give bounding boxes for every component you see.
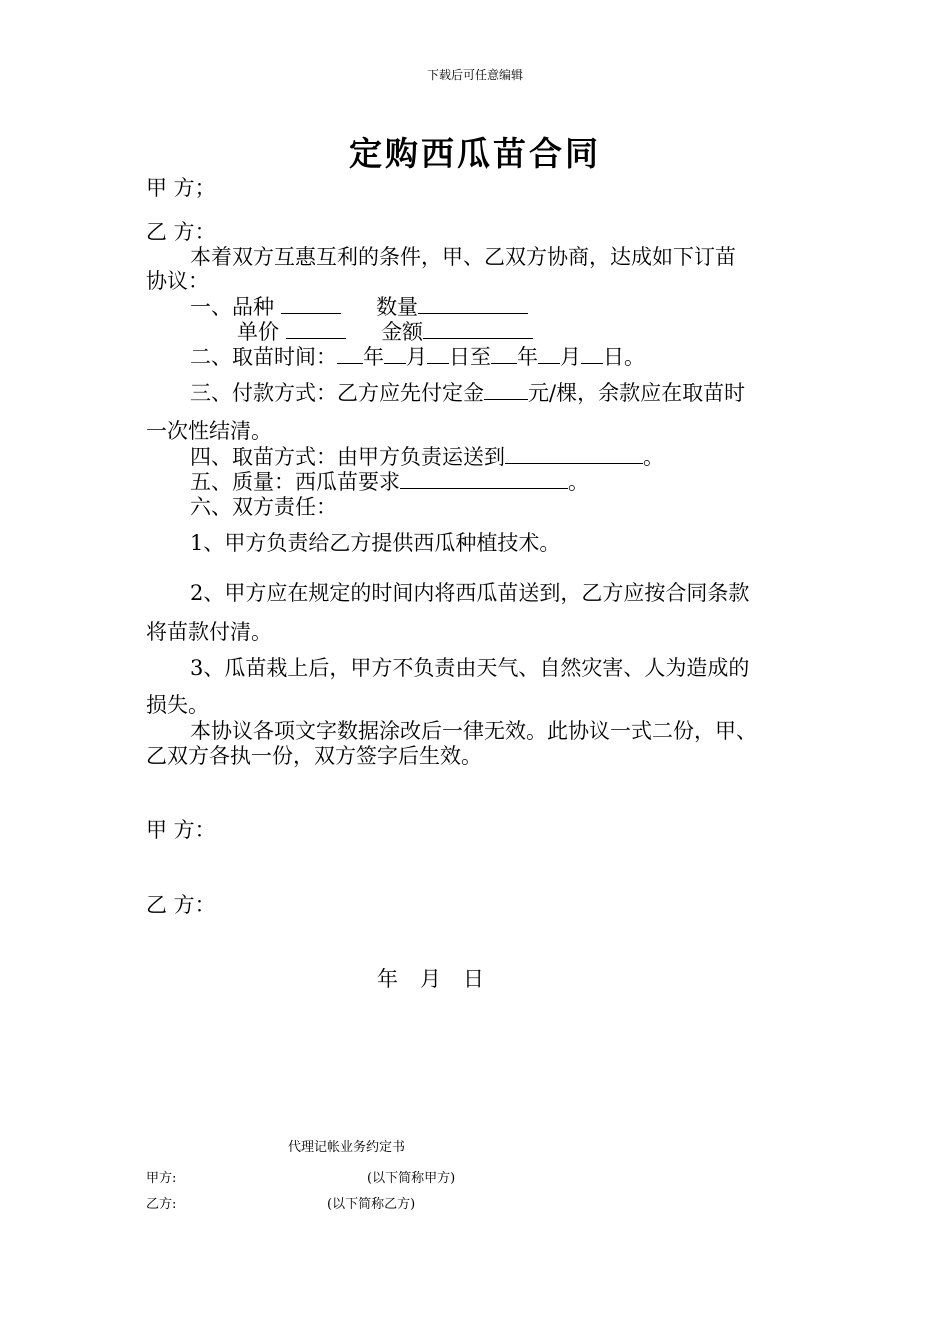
- month-blank-2[interactable]: [538, 345, 560, 364]
- quality-label: 五、质量：西瓜苗要求: [190, 470, 400, 494]
- footer-title: 代理记帐业务约定书: [288, 1140, 406, 1155]
- pickup-time-label: 二、取苗时间：: [190, 345, 337, 369]
- date-day: 日: [463, 967, 484, 991]
- day-text-2: 日。: [603, 345, 645, 369]
- duty-3-line-1: 3、瓜苗栽上后，甲方不负责由天气、自然灾害、人为造成的: [190, 656, 750, 680]
- footer-party-a-note: (以下简称甲方): [367, 1171, 456, 1186]
- quality-end: 。: [568, 470, 589, 494]
- delivery-label: 四、取苗方式：由甲方负责运送到: [190, 445, 505, 469]
- duty-1: 1、甲方负责给乙方提供西瓜种植技术。: [190, 531, 561, 555]
- closing-line-2: 乙双方各执一份，双方签字后生效。: [146, 744, 482, 768]
- month-text-1: 月: [406, 345, 427, 369]
- month-text-2: 月: [560, 345, 581, 369]
- amount-label: 金额: [381, 320, 424, 344]
- duty-2-line-2: 将苗款付清。: [146, 620, 272, 644]
- intro-line-2: 协议：: [146, 269, 209, 293]
- signature-date: [377, 966, 506, 992]
- footer-party-b-label: 乙方:: [146, 1197, 177, 1212]
- quantity-label: 数量: [376, 295, 419, 319]
- day-text-1: 日至: [449, 345, 491, 369]
- month-blank-1[interactable]: [384, 345, 406, 364]
- delivery-blank[interactable]: [505, 445, 643, 464]
- party-b-line: 乙 方：: [146, 220, 216, 244]
- duty-3-line-2: 损失。: [146, 693, 209, 717]
- price-blank[interactable]: [286, 320, 346, 339]
- year-text-2: 年: [517, 345, 538, 369]
- party-a-line: 甲 方；: [146, 176, 216, 200]
- signature-party-a: 甲 方：: [146, 818, 216, 842]
- item1-variety-row: [190, 294, 528, 320]
- item6-responsibilities: 六、双方责任：: [190, 495, 337, 519]
- footer-party-b-note: (以下简称乙方): [327, 1197, 416, 1212]
- delivery-end: 。: [643, 445, 664, 469]
- date-month: 月: [420, 967, 441, 991]
- signature-party-b: 乙 方：: [146, 893, 216, 917]
- item4-delivery: [190, 444, 664, 470]
- item3-payment: [190, 380, 745, 406]
- page-header: 下载后可任意编辑: [426, 68, 523, 82]
- closing-line-1: 本协议各项文字数据涂改后一律无效。此协议一式二份，甲、: [190, 719, 757, 743]
- item2-pickup-time: [190, 344, 645, 370]
- variety-label: 一、品种: [190, 295, 274, 319]
- payment-text-1: 三、付款方式：乙方应先付定金: [190, 381, 484, 405]
- variety-blank[interactable]: [281, 295, 341, 314]
- year-text-1: 年: [363, 345, 384, 369]
- amount-blank[interactable]: [423, 320, 533, 339]
- quantity-blank[interactable]: [418, 295, 528, 314]
- footer-party-a-label: 甲方:: [146, 1171, 177, 1186]
- day-blank-1[interactable]: [427, 345, 449, 364]
- item1-price-row: [237, 319, 533, 345]
- day-blank-2[interactable]: [581, 345, 603, 364]
- intro-line-1: 本着双方互惠互利的条件，甲、乙双方协商，达成如下订苗: [190, 245, 736, 269]
- item3-payment-line2: 一次性结清。: [146, 419, 272, 443]
- deposit-blank[interactable]: [484, 381, 528, 400]
- year-blank-1[interactable]: [337, 345, 363, 364]
- quality-blank[interactable]: [400, 470, 568, 489]
- payment-text-2: 元/棵，余款应在取苗时: [528, 381, 746, 405]
- price-label: 单价: [237, 320, 279, 344]
- date-year: 年: [377, 967, 398, 991]
- duty-2-line-1: 2、甲方应在规定的时间内将西瓜苗送到，乙方应按合同条款: [190, 581, 750, 605]
- item5-quality: [190, 469, 589, 495]
- document-title: 定购西瓜苗合同: [349, 134, 601, 173]
- year-blank-2[interactable]: [491, 345, 517, 364]
